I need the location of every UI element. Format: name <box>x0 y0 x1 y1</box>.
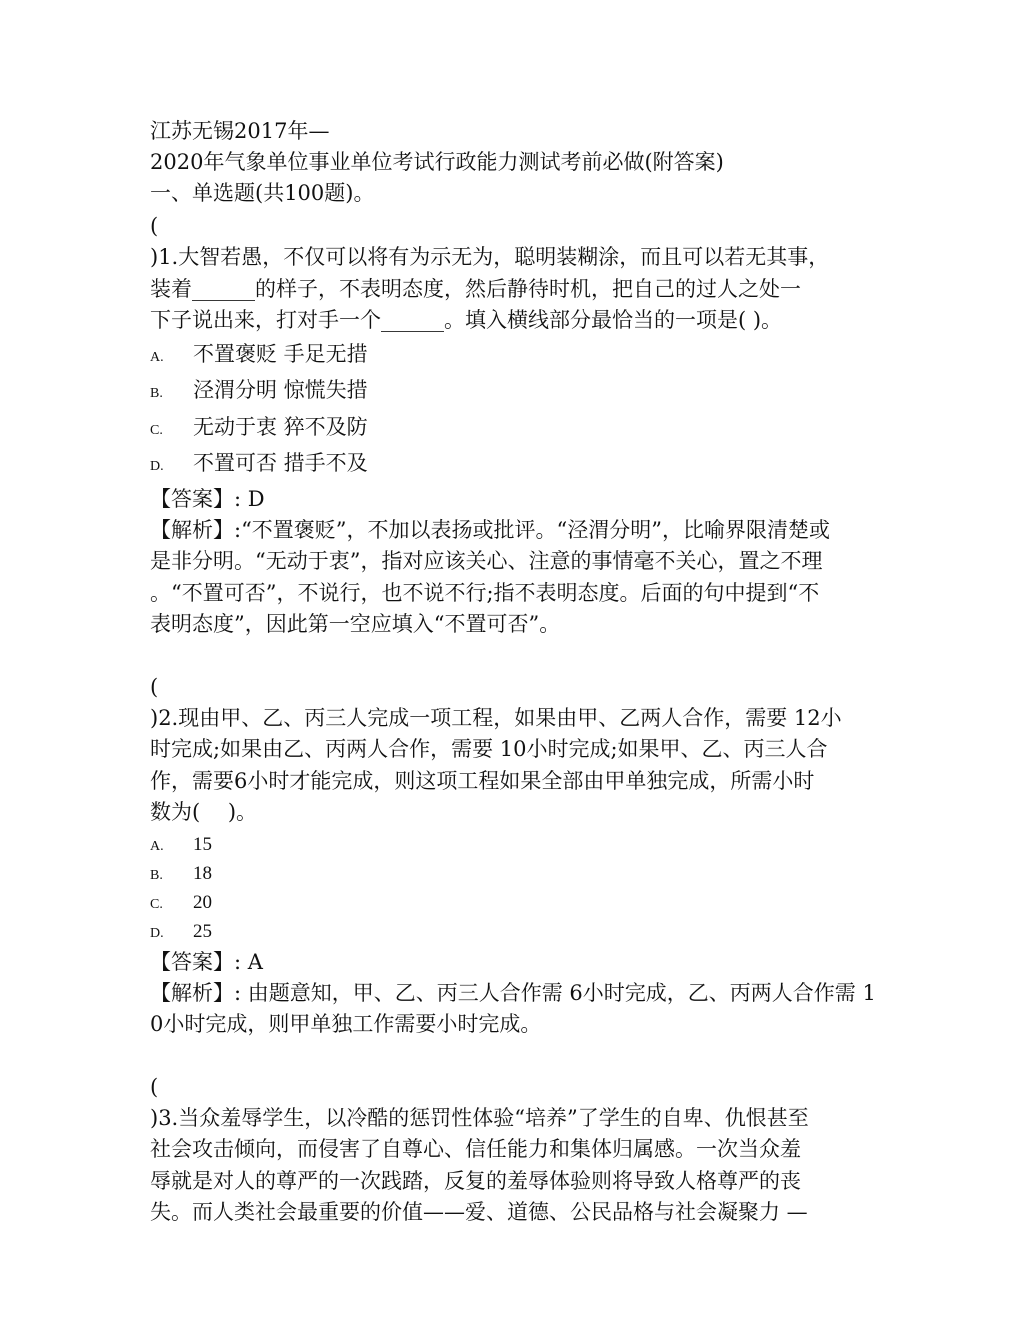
option-letter: B. <box>150 867 163 883</box>
question-3 <box>150 1072 870 1229</box>
option-letter: D. <box>150 459 164 474</box>
option-b <box>150 860 870 889</box>
analysis-line: 。“不置可否”，不说行，也不说不行;指不表明态度。后面的句中提到“不 <box>150 580 820 605</box>
document-title-line-1: 江苏无锡2017年— <box>150 119 330 143</box>
option-text: 25 <box>193 920 212 942</box>
option-letter: C. <box>150 422 163 438</box>
option-letter: A. <box>150 349 164 365</box>
analysis-line: 是非分明。“无动于衷”，指对应该关心、注意的事情毫不关心，置之不理 <box>150 549 823 573</box>
analysis-line: 表明态度”，因此第一空应填入“不置可否”。 <box>150 612 561 636</box>
option-a <box>150 831 870 860</box>
stem-line: 失。而人类社会最重要的价值——爱、道德、公民品格与社会凝聚力 — <box>150 1200 808 1224</box>
analysis-line: 【解析】: 由题意知，甲、乙、丙三人合作需 6小时完成，乙、丙两人合作需 1 <box>150 980 876 1005</box>
stem-line: 数为( )。 <box>150 800 258 824</box>
option-letter: C. <box>150 896 163 912</box>
question-2 <box>150 672 876 1041</box>
option-text: 不置可否 措手不及 <box>193 451 368 475</box>
stem-line: 辱就是对人的尊严的一次践踏，反复的羞辱体验则将导致人格尊严的丧 <box>150 1168 801 1193</box>
option-text: 不置褒贬 手足无措 <box>193 341 368 366</box>
stem-line: 装着______的样子，不表明态度，然后静待时机，把自己的过人之处一 <box>150 276 801 301</box>
document-body <box>150 116 876 1229</box>
analysis-line: 【解析】:“不置褒贬”，不加以表扬或批评。“泾渭分明”，比喻界限清楚或 <box>150 517 831 542</box>
option-text: 20 <box>193 891 212 913</box>
question-stem <box>150 1103 870 1229</box>
option-text: 18 <box>193 862 212 884</box>
analysis-line: 0小时完成，则甲单独工作需要小时完成。 <box>150 1012 542 1036</box>
paragraph-spacer <box>150 1041 870 1072</box>
option-b <box>150 374 870 411</box>
question-1 <box>150 211 870 641</box>
option-letter: A. <box>150 838 164 854</box>
document-title-line-2: 2020年气象单位事业单位考试行政能力测试考前必做(附答案) <box>150 150 724 174</box>
stem-line: )2.现由甲、乙、丙三人完成一项工程，如果由甲、乙两人合作，需要 12小 <box>150 705 842 730</box>
option-text: 无动于衷 猝不及防 <box>193 414 368 439</box>
option-d <box>150 447 870 484</box>
stem-line: 社会攻击倾向，而侵害了自尊心、信任能力和集体归属感。一次当众羞 <box>150 1137 801 1161</box>
stem-line: 下子说出来，打对手一个______。填入横线部分最恰当的一项是( )。 <box>150 308 783 332</box>
option-letter: B. <box>150 386 163 401</box>
option-c <box>150 411 870 448</box>
answer-line: 【答案】: A <box>150 949 263 974</box>
stem-line: )1.大智若愚，不仅可以将有为示无为，聪明装糊涂，而且可以若无其事， <box>150 245 830 269</box>
option-c <box>150 889 870 918</box>
answer-line: 【答案】: D <box>150 486 265 511</box>
question-open-paren: ( <box>150 674 159 699</box>
section-heading: 一、单选题(共100题)。 <box>150 181 375 205</box>
option-text: 15 <box>193 833 212 855</box>
option-d <box>150 918 870 947</box>
option-letter: D. <box>150 925 164 941</box>
analysis-paragraph <box>150 515 870 641</box>
stem-line: 时完成;如果由乙、丙两人合作，需要 10小时完成;如果甲、乙、丙三人合 <box>150 737 828 761</box>
question-stem <box>150 242 870 337</box>
stem-line: 作，需要6小时才能完成，则这项工程如果全部由甲单独完成，所需小时 <box>150 768 815 793</box>
option-text: 泾渭分明 惊慌失措 <box>193 378 368 402</box>
question-stem <box>150 703 870 829</box>
stem-line: )3.当众羞辱学生，以冷酷的惩罚性体验“培养”了学生的自卑、仇恨甚至 <box>150 1105 809 1130</box>
question-open-paren: ( <box>150 214 159 238</box>
question-open-paren: ( <box>150 1074 159 1099</box>
option-list <box>150 831 870 947</box>
option-list <box>150 338 870 484</box>
paragraph-spacer <box>150 641 870 672</box>
option-a <box>150 338 870 375</box>
analysis-paragraph <box>150 978 876 1041</box>
